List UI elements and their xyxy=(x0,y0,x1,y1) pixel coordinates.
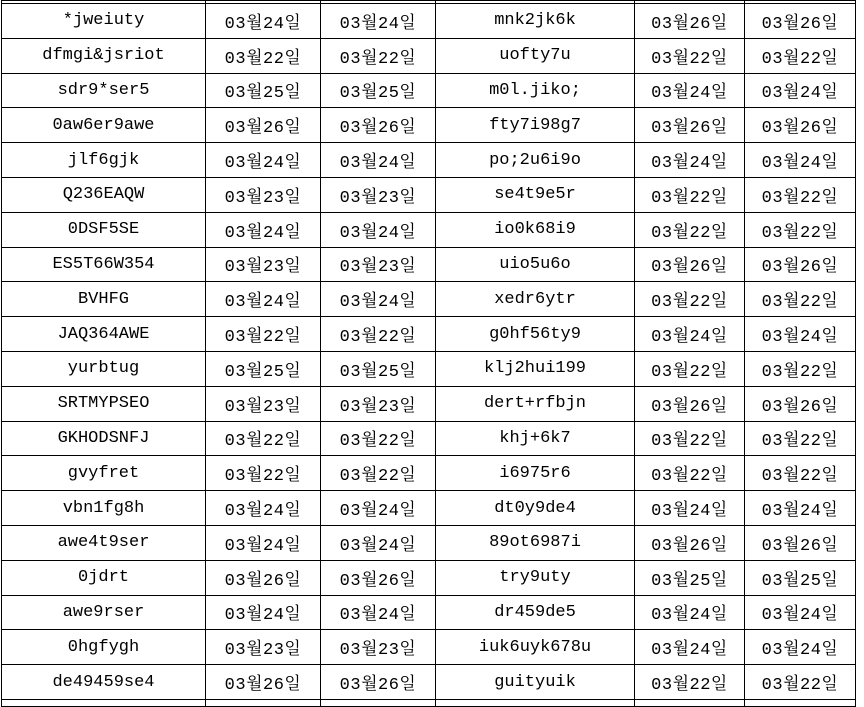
date-cell[interactable]: 03월26일 xyxy=(635,247,745,282)
table-row xyxy=(2,212,856,247)
date-cell[interactable]: 03월25일 xyxy=(206,351,321,386)
date-cell[interactable]: 03월24일 xyxy=(321,212,436,247)
date-cell[interactable]: 03월24일 xyxy=(321,595,436,630)
table-row xyxy=(2,177,856,212)
date-cell[interactable]: 03월25일 xyxy=(635,560,745,595)
date-cell[interactable]: 03월23일 xyxy=(206,177,321,212)
date-cell[interactable]: 03월22일 xyxy=(635,212,745,247)
name-cell[interactable]: dert+rfbjn xyxy=(436,386,635,421)
name-cell[interactable]: awe4t9ser xyxy=(2,525,206,560)
table-row xyxy=(2,108,856,143)
date-cell[interactable]: 03월26일 xyxy=(321,665,436,700)
date-cell[interactable]: 03월23일 xyxy=(321,630,436,665)
name-cell[interactable]: khj+6k7 xyxy=(436,421,635,456)
date-cell[interactable]: 03월22일 xyxy=(635,421,745,456)
date-cell[interactable]: 03월22일 xyxy=(745,665,856,700)
date-cell[interactable]: 03월24일 xyxy=(635,630,745,665)
date-cell[interactable]: 03월24일 xyxy=(745,630,856,665)
date-cell[interactable]: 03월24일 xyxy=(206,491,321,526)
date-cell[interactable]: 03월24일 xyxy=(206,282,321,317)
date-cell[interactable]: 03월24일 xyxy=(635,595,745,630)
date-cell[interactable]: 03월22일 xyxy=(206,317,321,352)
date-cell[interactable]: 03월24일 xyxy=(321,491,436,526)
date-cell[interactable]: 03월22일 xyxy=(745,38,856,73)
name-cell[interactable]: iuk6uyk678u xyxy=(436,630,635,665)
name-cell[interactable]: sdr9*ser5 xyxy=(2,73,206,108)
name-cell[interactable]: GKHODSNFJ xyxy=(2,421,206,456)
name-cell[interactable]: awe9rser xyxy=(2,595,206,630)
date-cell[interactable]: 03월24일 xyxy=(321,4,436,39)
date-cell[interactable]: 03월22일 xyxy=(635,456,745,491)
date-cell[interactable]: 03월22일 xyxy=(745,421,856,456)
name-cell[interactable]: *jweiuty xyxy=(2,4,206,39)
date-cell[interactable]: 03월24일 xyxy=(635,73,745,108)
date-cell[interactable]: 03월24일 xyxy=(745,595,856,630)
date-cell[interactable]: 03월22일 xyxy=(745,177,856,212)
date-cell[interactable]: 03월24일 xyxy=(635,317,745,352)
date-cell[interactable]: 03월24일 xyxy=(321,282,436,317)
date-cell[interactable]: 03월23일 xyxy=(321,247,436,282)
date-cell[interactable]: 03월26일 xyxy=(206,560,321,595)
name-cell[interactable]: 0DSF5SE xyxy=(2,212,206,247)
date-cell[interactable]: 03월24일 xyxy=(206,525,321,560)
date-cell[interactable]: 03월22일 xyxy=(635,351,745,386)
name-cell[interactable]: po;2u6i9o xyxy=(436,143,635,178)
date-cell[interactable]: 03월25일 xyxy=(206,73,321,108)
date-cell[interactable]: 03월24일 xyxy=(206,212,321,247)
date-cell[interactable]: 03월22일 xyxy=(745,351,856,386)
table-row xyxy=(2,282,856,317)
name-cell[interactable]: yurbtug xyxy=(2,351,206,386)
table-row xyxy=(2,665,856,700)
table-row xyxy=(2,630,856,665)
empty-cell xyxy=(321,699,436,706)
date-cell[interactable]: 03월24일 xyxy=(206,4,321,39)
name-cell[interactable]: SRTMYPSEO xyxy=(2,386,206,421)
name-cell[interactable]: m0l.jiko; xyxy=(436,73,635,108)
date-cell[interactable]: 03월22일 xyxy=(635,38,745,73)
date-cell[interactable]: 03월26일 xyxy=(635,4,745,39)
name-cell[interactable]: fty7i98g7 xyxy=(436,108,635,143)
name-cell[interactable]: JAQ364AWE xyxy=(2,317,206,352)
date-cell[interactable]: 03월26일 xyxy=(745,386,856,421)
name-cell[interactable]: jlf6gjk xyxy=(2,143,206,178)
name-cell[interactable]: de49459se4 xyxy=(2,665,206,700)
date-cell[interactable]: 03월22일 xyxy=(635,177,745,212)
name-cell[interactable]: Q236EAQW xyxy=(2,177,206,212)
table-row xyxy=(2,4,856,39)
date-cell[interactable]: 03월23일 xyxy=(206,386,321,421)
name-cell[interactable]: uofty7u xyxy=(436,38,635,73)
date-cell[interactable]: 03월25일 xyxy=(321,73,436,108)
empty-cell xyxy=(2,699,206,706)
date-cell[interactable]: 03월24일 xyxy=(745,317,856,352)
date-cell[interactable]: 03월24일 xyxy=(321,143,436,178)
table-row xyxy=(2,525,856,560)
date-cell[interactable]: 03월22일 xyxy=(206,456,321,491)
date-cell[interactable]: 03월23일 xyxy=(321,177,436,212)
name-cell[interactable]: io0k68i9 xyxy=(436,212,635,247)
date-cell[interactable]: 03월26일 xyxy=(745,4,856,39)
table-row xyxy=(2,491,856,526)
table-body xyxy=(2,1,856,707)
date-cell[interactable]: 03월22일 xyxy=(321,317,436,352)
name-cell[interactable]: BVHFG xyxy=(2,282,206,317)
date-cell[interactable]: 03월26일 xyxy=(635,386,745,421)
date-cell[interactable]: 03월22일 xyxy=(321,456,436,491)
name-cell[interactable]: vbn1fg8h xyxy=(2,491,206,526)
date-cell[interactable]: 03월24일 xyxy=(745,73,856,108)
table-row xyxy=(2,38,856,73)
name-cell[interactable]: 0jdrt xyxy=(2,560,206,595)
name-cell[interactable]: xedr6ytr xyxy=(436,282,635,317)
name-cell[interactable]: 0aw6er9awe xyxy=(2,108,206,143)
name-cell[interactable]: mnk2jk6k xyxy=(436,4,635,39)
date-cell[interactable]: 03월23일 xyxy=(206,247,321,282)
date-cell[interactable]: 03월26일 xyxy=(745,108,856,143)
date-cell[interactable]: 03월26일 xyxy=(635,108,745,143)
table-row xyxy=(2,351,856,386)
name-cell[interactable]: g0hf56ty9 xyxy=(436,317,635,352)
date-cell[interactable]: 03월24일 xyxy=(206,143,321,178)
date-cell[interactable]: 03월24일 xyxy=(745,143,856,178)
date-cell[interactable]: 03월22일 xyxy=(206,421,321,456)
name-cell[interactable]: guityuik xyxy=(436,665,635,700)
date-cell[interactable]: 03월22일 xyxy=(745,282,856,317)
name-cell[interactable]: uio5u6o xyxy=(436,247,635,282)
name-cell[interactable]: 89ot6987i xyxy=(436,525,635,560)
date-cell[interactable]: 03월22일 xyxy=(206,38,321,73)
name-cell[interactable]: se4t9e5r xyxy=(436,177,635,212)
name-cell[interactable]: i6975r6 xyxy=(436,456,635,491)
partial-row-bottom xyxy=(2,699,856,706)
date-cell[interactable]: 03월26일 xyxy=(206,108,321,143)
date-cell[interactable]: 03월22일 xyxy=(745,456,856,491)
table-row xyxy=(2,595,856,630)
name-cell[interactable]: 0hgfygh xyxy=(2,630,206,665)
empty-cell xyxy=(745,699,856,706)
date-cell[interactable]: 03월24일 xyxy=(321,525,436,560)
date-cell[interactable]: 03월24일 xyxy=(745,491,856,526)
date-cell[interactable]: 03월22일 xyxy=(321,421,436,456)
date-cell[interactable]: 03월24일 xyxy=(635,491,745,526)
name-cell[interactable]: dt0y9de4 xyxy=(436,491,635,526)
date-cell[interactable]: 03월22일 xyxy=(745,212,856,247)
table-row xyxy=(2,421,856,456)
date-cell[interactable]: 03월26일 xyxy=(321,108,436,143)
name-cell[interactable]: gvyfret xyxy=(2,456,206,491)
table-row xyxy=(2,560,856,595)
name-cell[interactable]: dfmgi&jsriot xyxy=(2,38,206,73)
date-cell[interactable]: 03월24일 xyxy=(635,143,745,178)
date-cell[interactable]: 03월26일 xyxy=(635,525,745,560)
name-cell[interactable]: klj2hui199 xyxy=(436,351,635,386)
date-cell[interactable]: 03월26일 xyxy=(321,560,436,595)
date-cell[interactable]: 03월25일 xyxy=(745,560,856,595)
name-cell[interactable]: try9uty xyxy=(436,560,635,595)
name-cell[interactable]: dr459de5 xyxy=(436,595,635,630)
empty-cell xyxy=(436,699,635,706)
date-cell[interactable]: 03월26일 xyxy=(206,665,321,700)
table-row xyxy=(2,386,856,421)
date-cell[interactable]: 03월22일 xyxy=(635,665,745,700)
date-cell[interactable]: 03월23일 xyxy=(206,630,321,665)
date-cell[interactable]: 03월22일 xyxy=(321,38,436,73)
table-row xyxy=(2,73,856,108)
data-table xyxy=(1,0,856,707)
table-row xyxy=(2,317,856,352)
name-cell[interactable]: ES5T66W354 xyxy=(2,247,206,282)
empty-cell xyxy=(206,699,321,706)
date-cell[interactable]: 03월26일 xyxy=(745,525,856,560)
date-cell[interactable]: 03월22일 xyxy=(635,282,745,317)
date-cell[interactable]: 03월23일 xyxy=(321,386,436,421)
table-row xyxy=(2,456,856,491)
table-row xyxy=(2,247,856,282)
table-row xyxy=(2,143,856,178)
empty-cell xyxy=(635,699,745,706)
date-cell[interactable]: 03월26일 xyxy=(745,247,856,282)
date-cell[interactable]: 03월25일 xyxy=(321,351,436,386)
date-cell[interactable]: 03월24일 xyxy=(206,595,321,630)
